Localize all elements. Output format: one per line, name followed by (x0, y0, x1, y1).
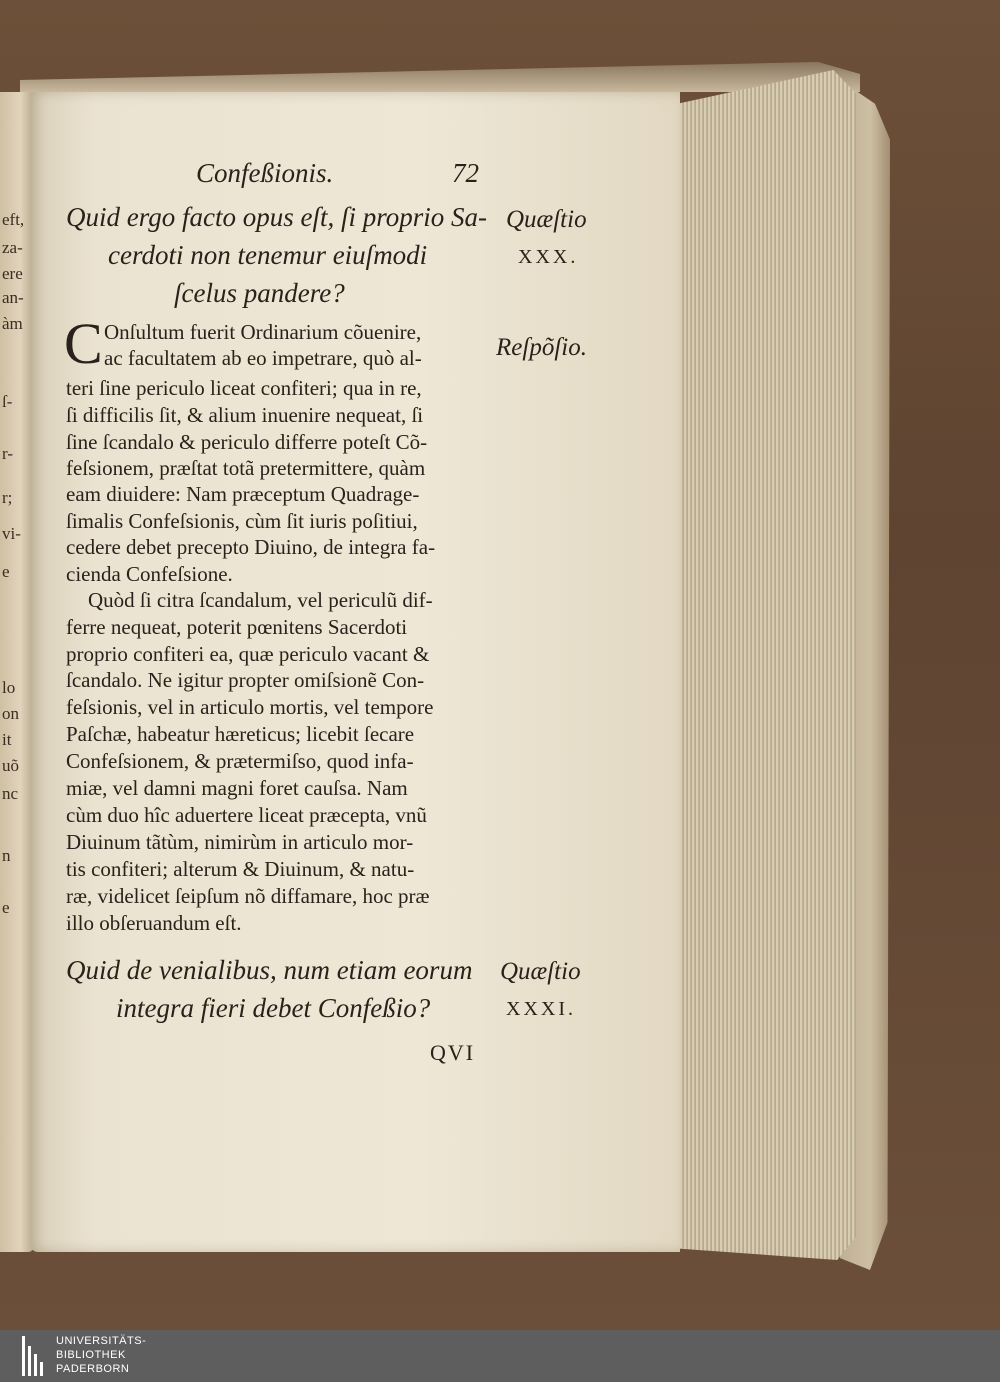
facing-fragment: r; (2, 488, 13, 507)
facing-fragment: vi- (2, 524, 21, 543)
body-line: feſsionis, vel in articulo mortis, vel tempore (66, 695, 434, 719)
library-name (56, 1334, 146, 1376)
question-30-margin-number: XXX. (518, 246, 579, 268)
body-line: teri ſine periculo liceat confiteri; qua in re, (66, 376, 422, 400)
facing-fragment: nc (2, 784, 19, 803)
body-line: ſcandalo. Ne igitur propter omiſsionẽ Con- (66, 668, 425, 692)
body-line: Paſchæ, habeatur hæreticus; licebit ſecare (66, 722, 415, 746)
body-line: proprio confiteri ea, quæ periculo vacant & (66, 642, 430, 666)
facing-fragment: eft, (2, 210, 25, 229)
drop-cap: C (64, 311, 103, 376)
library-name-line: PADERBORN (56, 1363, 130, 1375)
question-31-margin-number: XXXI. (506, 998, 576, 1020)
body-line: ferre nequeat, poterit pœnitens Sacerdoti (66, 615, 408, 639)
facing-fragment: an- (2, 288, 24, 307)
facing-fragment: za- (2, 238, 23, 257)
body-line: Confeſsionem, & prætermiſso, quod infa- (66, 749, 414, 773)
facing-fragment: on (2, 704, 19, 723)
facing-fragment: r- (2, 444, 13, 463)
facing-fragment: àm (2, 314, 23, 333)
facing-fragment: uõ (2, 756, 19, 775)
question-30-line: ſcelus pandere? (174, 278, 345, 308)
question-30-margin-label: Quæſtio (506, 206, 587, 233)
body-line: illo obſeruandum eſt. (66, 911, 242, 935)
facing-fragment: e (2, 562, 10, 581)
book-cover-top (20, 62, 860, 92)
response-margin-label: Reſpõſio. (496, 334, 587, 361)
body-line: Quòd ſi citra ſcandalum, vel periculũ dif- (88, 588, 433, 612)
library-name-line: BIBLIOTHEK (56, 1349, 126, 1361)
question-31-margin-label: Quæſtio (500, 958, 581, 985)
body-line: Diuinum tãtùm, nimirùm in articulo mor- (66, 830, 414, 854)
body-line: eam diuidere: Nam præceptum Quadrage- (66, 482, 420, 506)
body-line: ſi difficilis ſit, & alium inuenire nequeat, ſi (66, 403, 424, 427)
facing-fragment: n (2, 846, 11, 865)
body-line: ſine ſcandalo & periculo differre poteſt Cõ- (66, 430, 428, 454)
facing-fragment: lo (2, 678, 16, 697)
library-name-line: UNIVERSITÄTS- (56, 1335, 147, 1347)
question-30-line: cerdoti non tenemur eiuſmodi (108, 240, 428, 270)
catchword: QVI (430, 1040, 476, 1065)
facing-page (0, 92, 34, 1252)
body-line: miæ, vel damni magni foret cauſsa. Nam (66, 776, 408, 800)
facing-fragment: it (2, 730, 12, 749)
page-number: 72 (452, 158, 479, 188)
body-line: ræ, videlicet ſeipſum nõ diffamare, hoc præ (66, 884, 430, 908)
body-line: cùm duo hîc aduertere liceat præcepta, vnũ (66, 803, 427, 827)
page-fore-edge (668, 70, 856, 1260)
library-logo-icon (22, 1336, 46, 1376)
question-31-line: Quid de venialibus, num etiam eorum (66, 955, 473, 985)
running-header-title: Confeßionis. (196, 158, 334, 188)
question-30-line: Quid ergo facto opus eſt, ſi proprio Sa- (66, 202, 487, 232)
facing-fragment: ſ- (2, 392, 13, 411)
body-line: ac facultatem ab eo impetrare, quò al- (104, 346, 422, 370)
body-line: ſimalis Confeſsionis, cùm ſit iuris poſitiui, (66, 509, 418, 533)
facing-fragment: e (2, 898, 10, 917)
library-footer (0, 1330, 1000, 1382)
question-31-line: integra fieri debet Confeßio? (116, 993, 431, 1023)
facing-fragment: ere (2, 264, 23, 283)
body-line: Onſultum fuerit Ordinarium cõuenire, (104, 320, 422, 344)
body-line: tis confiteri; alterum & Diuinum, & natu- (66, 857, 415, 881)
body-line: cienda Confeſsione. (66, 562, 233, 586)
body-line: cedere debet precepto Diuino, de integra fa- (66, 535, 436, 559)
body-line: feſsionem, præſtat totã pretermittere, quàm (66, 456, 426, 480)
